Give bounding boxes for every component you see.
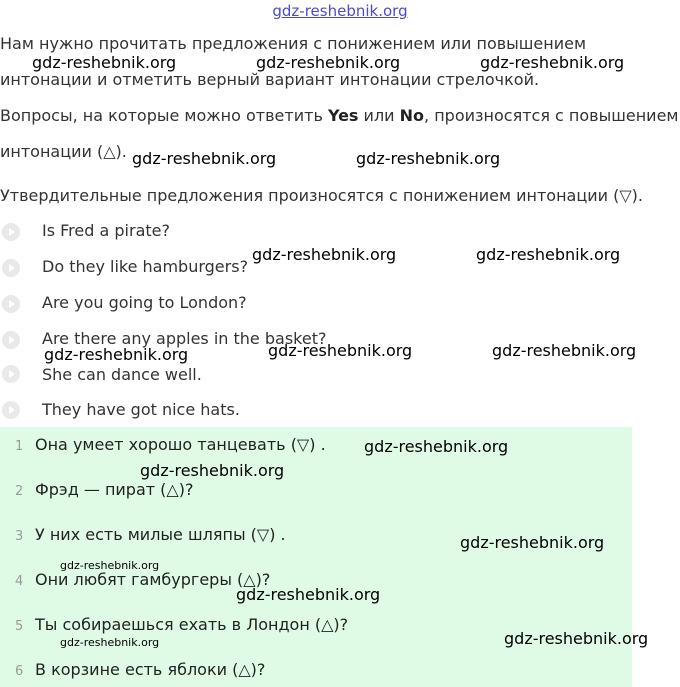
play-audio-button[interactable] xyxy=(2,223,20,241)
watermark: gdz-reshebnik.org xyxy=(364,437,509,456)
play-audio-button[interactable] xyxy=(2,401,20,419)
no-keyword: No xyxy=(399,106,425,125)
play-audio-button[interactable] xyxy=(2,295,20,313)
answer-number: 6 xyxy=(15,664,24,679)
intro-line-1: Нам нужно прочитать предложения с понижением или повышением xyxy=(0,34,587,53)
question-rule-line xyxy=(0,106,678,125)
question-rule-suffix: , произносятся с повышением xyxy=(424,106,679,125)
watermark: gdz-reshebnik.org xyxy=(268,341,413,360)
watermark: gdz-reshebnik.org xyxy=(32,53,177,72)
statement-rule-line: Утвердительные предложения произносятся с понижением интонации (▽). xyxy=(0,186,643,205)
watermark: gdz-reshebnik.org xyxy=(504,629,649,648)
play-audio-button[interactable] xyxy=(2,365,20,383)
watermark: gdz-reshebnik.org xyxy=(44,345,189,364)
watermark: gdz-reshebnik.org xyxy=(252,245,397,264)
sentence-item: Are there any apples in the basket? xyxy=(42,329,327,348)
play-audio-button[interactable] xyxy=(2,331,20,349)
watermark: gdz-reshebnik.org xyxy=(492,341,637,360)
watermark: gdz-reshebnik.org xyxy=(236,585,381,604)
watermark: gdz-reshebnik.org xyxy=(132,149,277,168)
watermark: gdz-reshebnik.org xyxy=(140,461,285,480)
answer-text: В корзине есть яблоки (△)? xyxy=(35,660,266,679)
sentence-item: They have got nice hats. xyxy=(42,400,240,419)
watermark: gdz-reshebnik.org xyxy=(476,245,621,264)
answer-text: Ты собираешься ехать в Лондон (△)? xyxy=(35,615,349,634)
play-audio-button[interactable] xyxy=(2,259,20,277)
yes-keyword: Yes xyxy=(327,106,359,125)
sentence-item: She can dance well. xyxy=(42,365,202,384)
answer-number: 4 xyxy=(15,574,24,589)
sentence-item: Do they like hamburgers? xyxy=(42,257,249,276)
sentence-item: Is Fred a pirate? xyxy=(42,221,170,240)
watermark: gdz-reshebnik.org xyxy=(356,149,501,168)
answer-text: Она умеет хорошо танцевать (▽) . xyxy=(35,435,326,454)
watermark: gdz-reshebnik.org xyxy=(480,53,625,72)
watermark: gdz-reshebnik.org xyxy=(460,533,605,552)
watermark: gdz-reshebnik.org xyxy=(60,636,160,649)
site-header-link[interactable]: gdz-reshebnik.org xyxy=(272,2,408,20)
answer-number: 2 xyxy=(15,484,24,499)
or-word: или xyxy=(358,106,400,125)
answer-number: 5 xyxy=(15,619,24,634)
question-rule-line-2: интонации (△). xyxy=(0,142,127,161)
sentence-item: Are you going to London? xyxy=(42,293,247,312)
watermark: gdz-reshebnik.org xyxy=(60,559,160,572)
intro-line-2: интонации и отметить верный вариант интонации стрелочкой. xyxy=(0,70,540,89)
answer-text: У них есть милые шляпы (▽) . xyxy=(35,525,286,544)
answer-number: 3 xyxy=(15,529,24,544)
answer-number: 1 xyxy=(15,439,24,454)
answer-text: Они любят гамбургеры (△)? xyxy=(35,570,271,589)
answer-text: Фрэд — пират (△)? xyxy=(35,480,194,499)
question-rule-prefix: Вопросы, на которые можно ответить xyxy=(0,106,328,125)
watermark: gdz-reshebnik.org xyxy=(256,53,401,72)
